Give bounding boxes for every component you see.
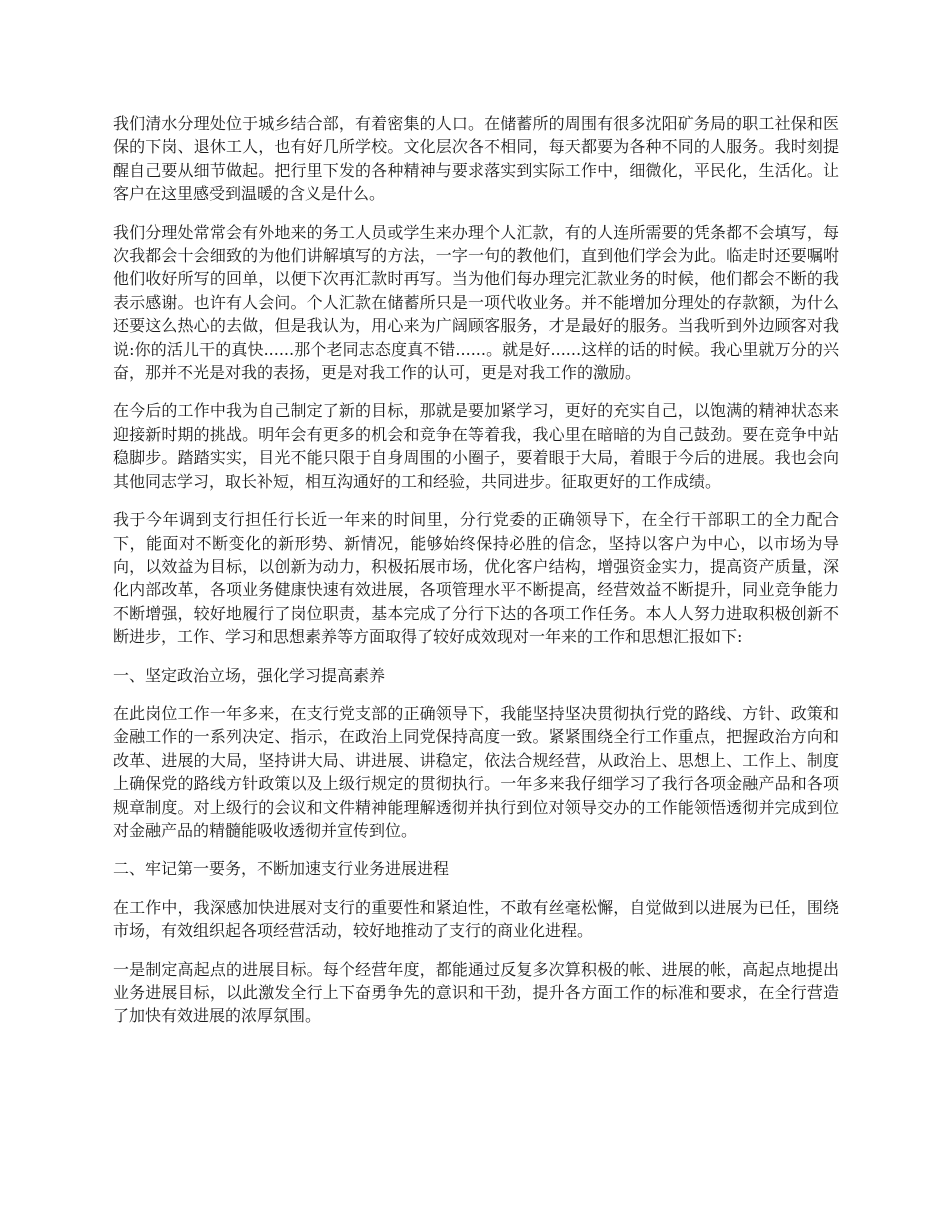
heading-section-2: 二、牢记第一要务，不断加速支行业务进展进程 — [113, 859, 450, 879]
paragraph-political-stance: 在此岗位工作一年多来，在支行党支部的正确领导下，我能坚持坚决贯彻执行党的路线、方针、政策和金融工作的一系列决定、指示，在政治上同党保持高度一致。紧紧围绕全行工作重点，把握政治方向和改革、进展的大局，坚持讲大局、讲进展、讲稳定，依法合规经营，从政治上、思想上、工作上、制度上确保党的路线方针政策以及上级行规定的贯彻执行。一年多来我仔细学习了我行各项金融产品和各项规章制度。对上级行的会议和文件精神能理解透彻并执行到位对领导交办的工作能领悟透彻并完成到位对金融产品的精髓能吸收透彻并宣传到位。 — [113, 703, 839, 840]
paragraph-future-goals: 在今后的工作中我为自己制定了新的目标，那就是要加紧学习，更好的充实自己，以饱满的精神状态来迎接新时期的挑战。明年会有更多的机会和竞争在等着我，我心里在暗暗的为自己鼓劲。要在竞争中站稳脚步。踏踏实实，目光不能只限于自身周围的小圈子，要着眼于大局，着眼于今后的进展。我也会向其他同志学习，取长补短，相互沟通好的工和经验，共同进步。征取更好的工作成绩。 — [113, 401, 839, 491]
paragraph-development-goals: 一是制定高起点的进展目标。每个经营年度，都能通过反复多次算积极的帐、进展的帐，高起点地提出业务进展目标，以此激发全行上下奋勇争先的意识和干劲，提升各方面工作的标准和要求，在全行营造了加快有效进展的浓厚氛围。 — [113, 959, 839, 1026]
heading-section-1: 一、坚定政治立场，强化学习提高素养 — [113, 665, 386, 685]
paragraph-intro-branch: 我们清水分理处位于城乡结合部，有着密集的人口。在储蓄所的周围有很多沈阳矿务局的职工社保和医保的下岗、退休工人，也有好几所学校。文化层次各不相同，每天都要为各种不同的人服务。我时刻提醒自己要从细节做起。把行里下发的各种精神与要求落实到实际工作中，细微化，平民化，生活化。让客户在这里感受到温暖的含义是什么。 — [113, 114, 839, 204]
document-page — [113, 112, 839, 1043]
paragraph-remittance-service: 我们分理处常常会有外地来的务工人员或学生来办理个人汇款，有的人连所需要的凭条都不会填写，每次我都会十会细致的为他们讲解填写的方法，一字一句的教他们，直到他们学会为此。临走时还要嘱咐他们收好所写的回单，以便下次再汇款时再写。当为他们每办理完汇款业务的时候，他们都会不断的我表示感谢。也许有人会问。个人汇款在储蓄所只是一项代收业务。并不能增加分理处的存款额，为什么还要这么热心的去做，但是我认为，用心来为广阔顾客服务，才是最好的服务。当我听到外边顾客对我说:你的活儿干的真快......那个老同志态度真不错......。就是好......这样的话的时候。我心里就万分的兴奋，那并不光是对我的表扬，更是对我工作的认可，更是对我工作的激励。 — [113, 222, 839, 383]
paragraph-development-urgency: 在工作中，我深感加快进展对支行的重要性和紧迫性，不敢有丝毫松懈，自觉做到以进展为已任，围绕市场，有效组织起各项经营活动，较好地推动了支行的商业化进程。 — [113, 897, 839, 941]
paragraph-annual-summary: 我于今年调到支行担任行长近一年来的时间里，分行党委的正确领导下，在全行干部职工的全力配合下，能面对不断变化的新形势、新情况，能够始终保持必胜的信念，坚持以客户为中心，以市场为导向，以效益为目标，以创新为动力，积极拓展市场，优化客户结构，增强资金实力，提高资产质量，深化内部改革，各项业务健康快速有效进展，各项管理水平不断提高，经营效益不断提升，同业竞争能力不断增强，较好地履行了岗位职责，基本完成了分行下达的各项工作任务。本人人努力进取积极创新不断进步，工作、学习和思想素养等方面取得了较好成效现对一年来的工作和思想汇报如下: — [113, 510, 839, 647]
